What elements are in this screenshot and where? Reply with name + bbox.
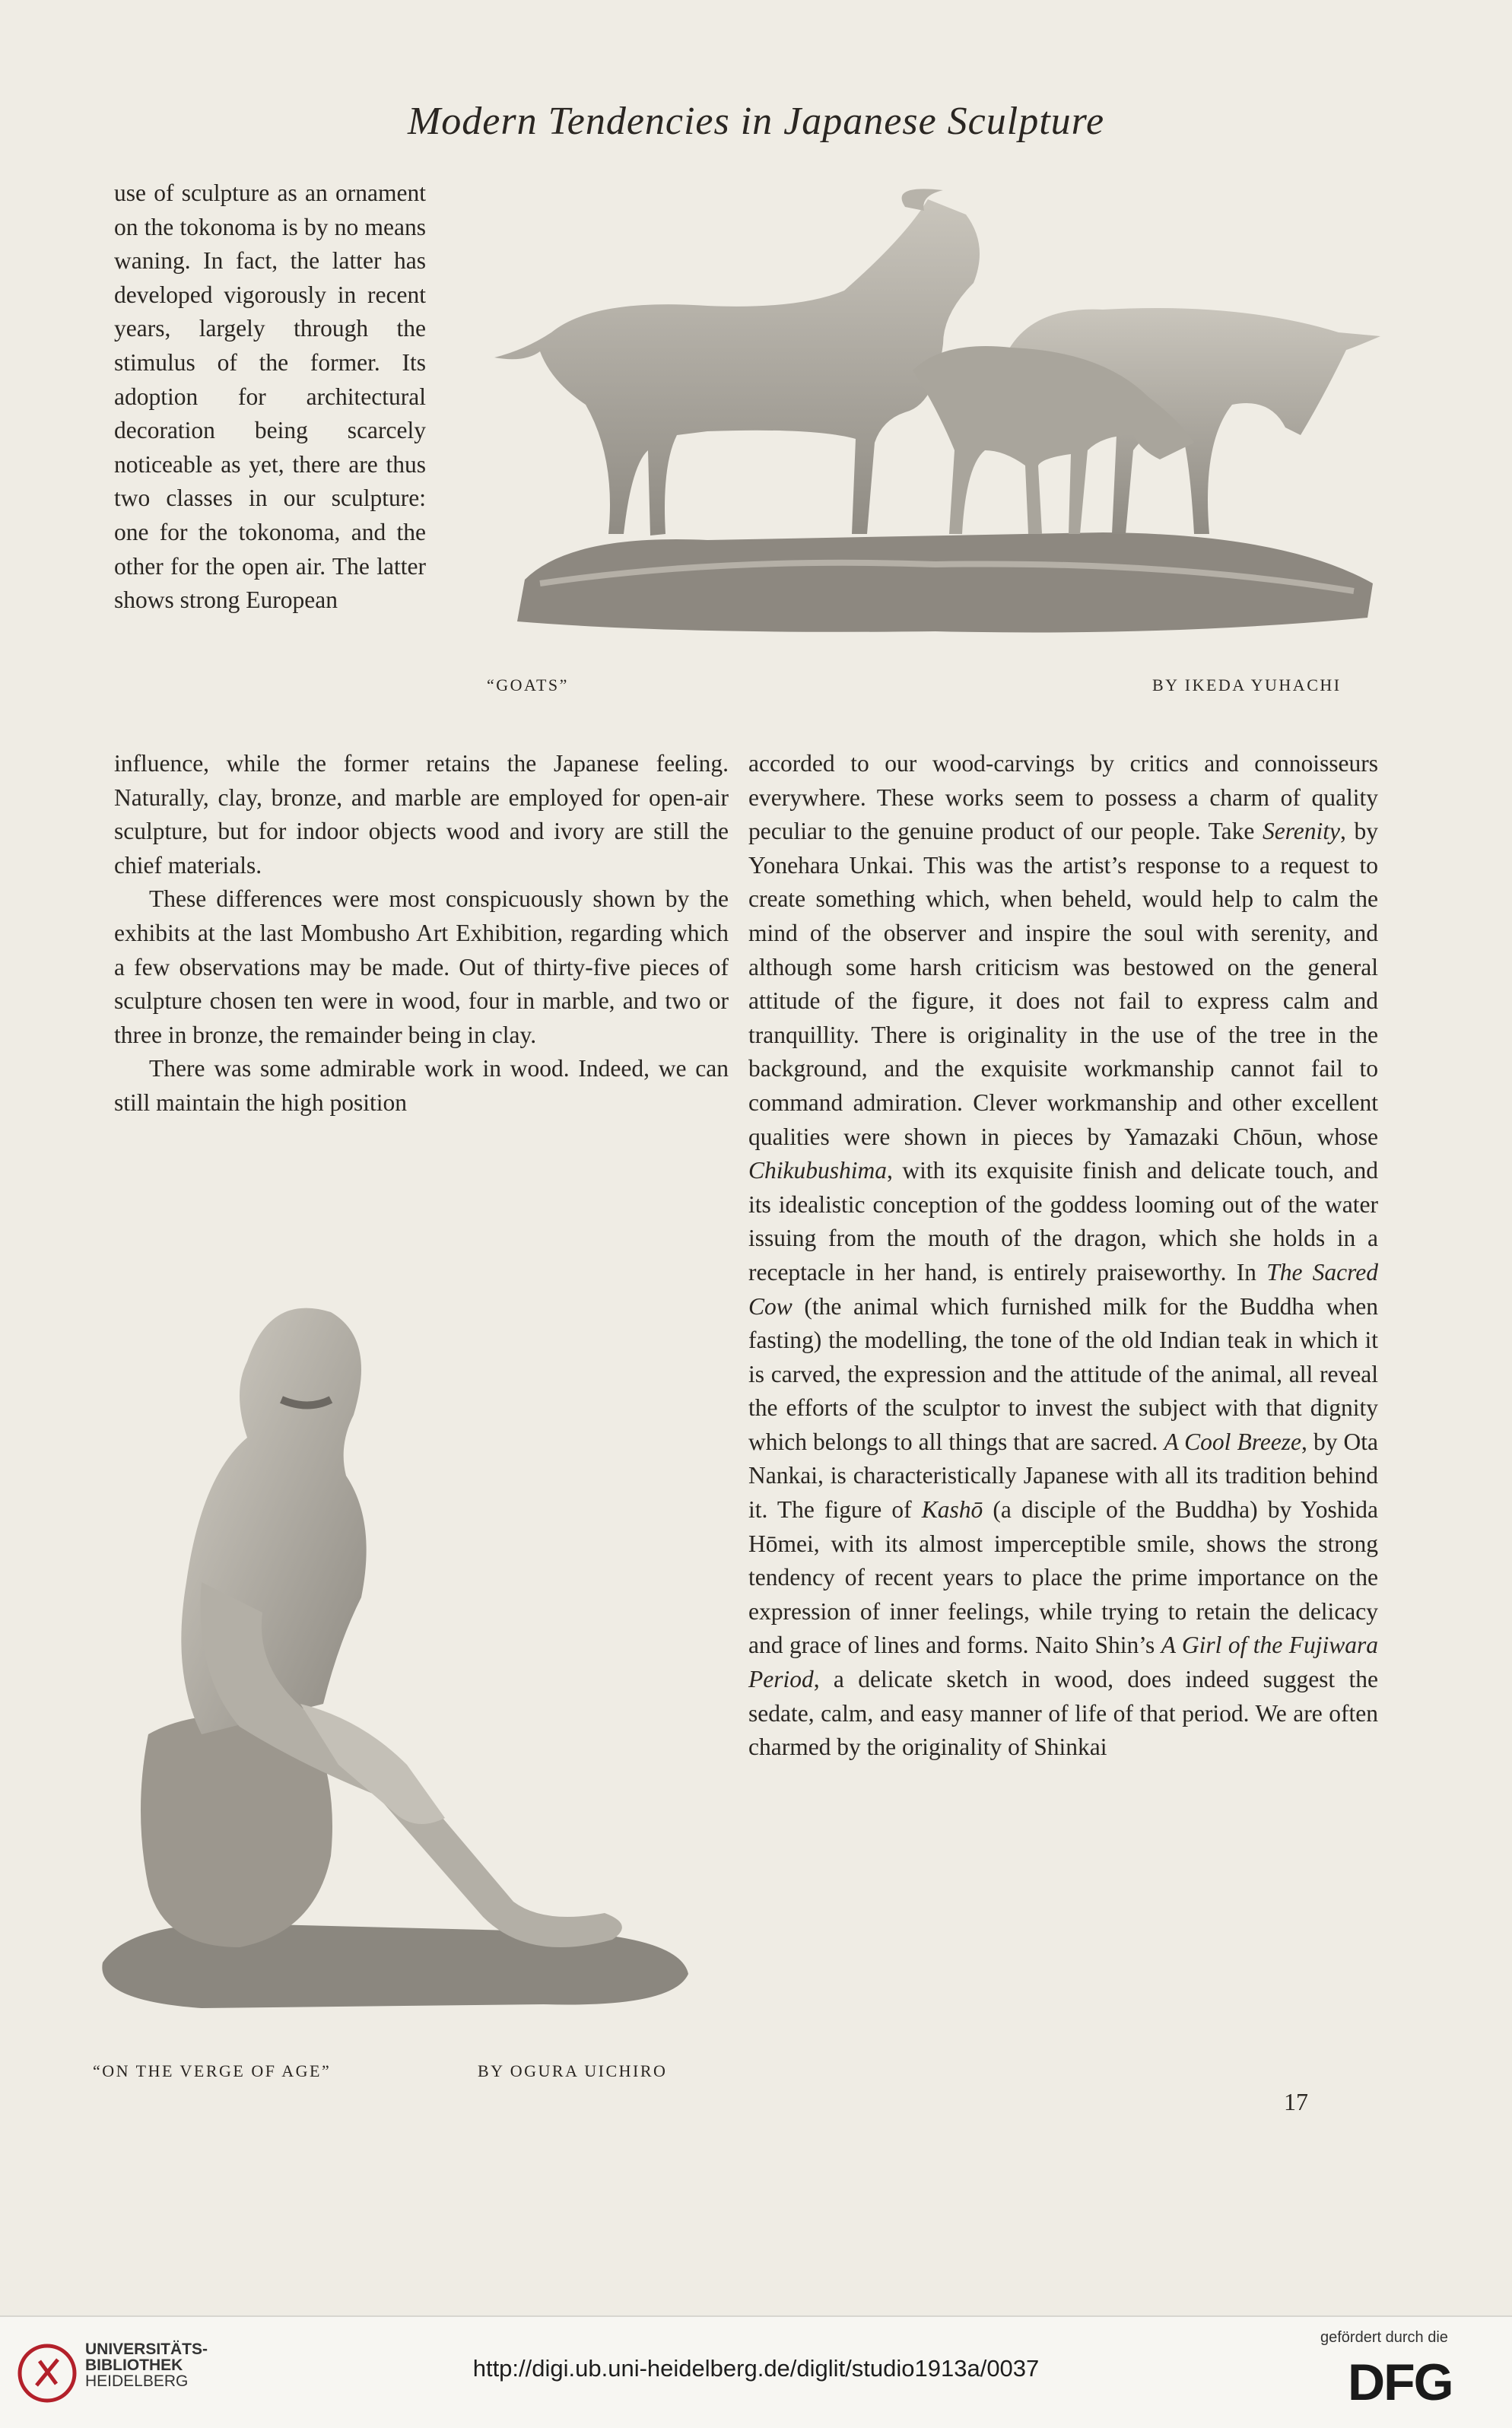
goats-caption-artist: BY IKEDA YUHACHI [1152,675,1342,694]
running-head: Modern Tendencies in Japanese Sculpture [407,100,1105,143]
artwork-title: Kashō [921,1496,983,1524]
verge-of-age-figure [87,1278,696,2031]
paragraph: influence, while the former retains the Japanese feeling. Naturally, clay, bronze, and marble are employed for open-air sculpture, but for indoor objects wood and ivory are still the chief materials. [114,750,729,879]
left-column [114,747,729,1120]
paragraph: These differences were most conspicuously shown by the exhibits at the last Mombusho Art Exhibition, regarding which a few observations may be made. Out of thirty-five pieces of sculpture chosen ten were in wood, four in marble, and two or three in bronze, the remainder being in clay. [114,885,729,1048]
dfg-logo: DFG [1348,2353,1453,2411]
source-url-link[interactable]: http://digi.ub.uni-heidelberg.de/diglit/studio1913a/0037 [472,2355,1040,2382]
seated-figure-sculpture-image [87,1278,696,2031]
goats-sculpture-image [479,176,1384,663]
artwork-title: A Girl of the Fujiwara Period [748,1632,1378,1693]
page-number: 17 [1284,2088,1308,2115]
paragraph: There was some admirable work in wood. Indeed, we can still maintain the high position [114,1055,729,1116]
narrow-column-text: use of sculpture as an ornament on the tokonoma is by no means waning. In fact, the latter has developed vigorously in recent years, largely through the stimulus of the former. Its adoption for architectural decoration being scarcely noticeable as yet, there are thus two classes in our sculpture: one for the tokonoma, and the other for the open air. The latter shows strong European [114,180,426,614]
verge-caption-title: “ON THE VERGE OF AGE” [93,2061,332,2080]
library-name: UNIVERSITÄTS- BIBLIOTHEK HEIDELBERG [85,2341,208,2390]
artwork-title: A Cool Breeze [1164,1428,1302,1455]
goats-figure [479,176,1384,663]
verge-caption-artist: BY OGURA UICHIRO [478,2061,668,2080]
artwork-title: Chikubushima [748,1157,888,1184]
funded-by-text: gefördert durch die [1320,2329,1448,2346]
goats-caption-title: “GOATS” [487,675,569,694]
artwork-title: The Sacred Cow [748,1258,1378,1320]
artwork-title: Serenity [1262,818,1341,845]
right-column-text: accorded to our wood-carvings by critics and connoisseurs everywhere. These works seem to possess a charm of quality peculiar to the genuine product of our people. Take Serenity, by Yonehara Unkai. This was the artist’s response to a request to create something which, when beheld, would help to calm the mind of the observer and inspire the soul with serenity, and although some harsh criticism was bestowed on the general attitude of the figure, it does not fail to express calm and tranquillity. There is originality in the use of the tree in the background, and the exquisite workmanship cannot fail to command admiration. Clever workmanship and other excellent qualities were shown in pieces by Yamazaki Chōun, whose Chikubushima, with its exquisite finish and delicate touch, and its idealistic conception of the goddess looming out of the water issuing from the mouth of the dragon, which she holds in a receptacle in her hand, is entirely praiseworthy. In The Sacred Cow (the animal which furnished milk for the Buddha when fasting) the modelling, the tone of the old Indian teak in which it is carved, the expression and the attitude of the animal, all reveal the efforts of the sculptor to invest the subject with that dignity which belongs to all things that are sacred. A Cool Breeze, by Ota Nankai, is characteristically Japanese with all its tradition behind it. The figure of Kashō (a disciple of the Buddha) by Yoshida Hōmei, with its almost imperceptible smile, shows the strong tendency of recent years to place the prime importance on the expression of inner feelings, while trying to retain the delicacy and grace of lines and forms. Naito Shin’s A Girl of the Fujiwara Period, a delicate sketch in wood, does indeed suggest the sedate, calm, and easy manner of life of that period. We are often charmed by the originality of Shinkai [748,750,1379,1761]
